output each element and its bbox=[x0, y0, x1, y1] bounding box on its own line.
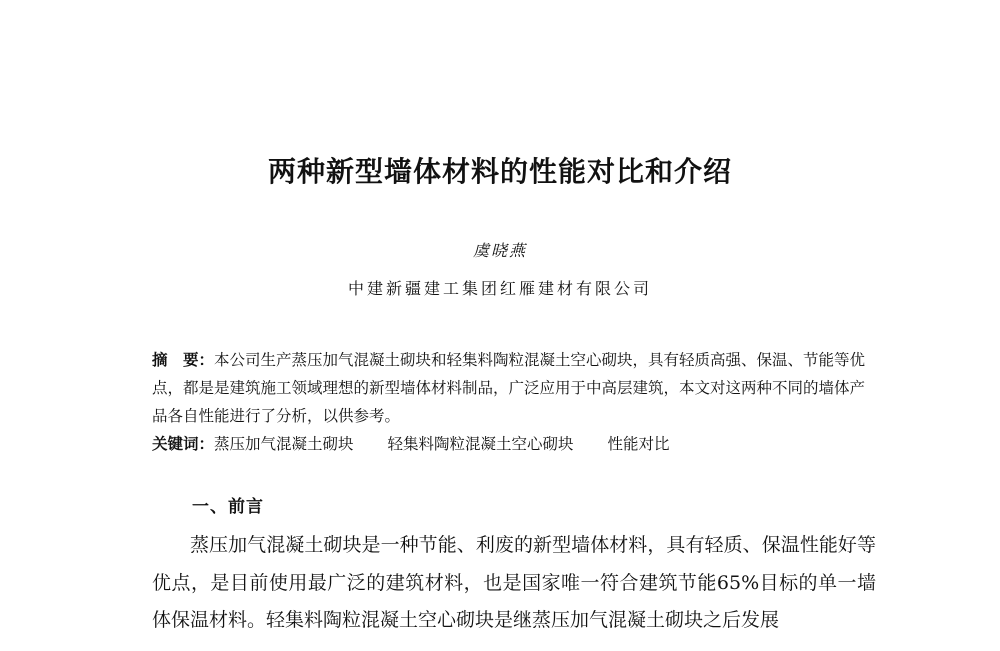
abstract-text: 本公司生产蒸压加气混凝土砌块和轻集料陶粒混凝土空心砌块，具有轻质高强、保温、节能等优点，都是是建筑施工领域理想的新型墙体材料制品，广泛应用于中高层建筑，本文对这两种不同的墙体产品各自性能进行了分析，以供参考。 bbox=[152, 351, 866, 425]
section-body-paragraph: 蒸压加气混凝土砌块是一种节能、利废的新型墙体材料，具有轻质、保温性能好等优点，是目前使用最广泛的建筑材料，也是国家唯一符合建筑节能65%目标的单一墙体保温材料。轻集料陶粒混凝土空心砌块是继蒸压加气混凝土砌块之后发展 bbox=[152, 534, 876, 631]
author-name: 虞晓燕 bbox=[472, 241, 527, 260]
abstract-label: 摘 要： bbox=[152, 351, 215, 369]
keywords-label: 关键词： bbox=[152, 435, 215, 453]
keyword: 性能对比 bbox=[607, 435, 670, 453]
author-affiliation: 中建新疆建工集团红雁建材有限公司 bbox=[347, 279, 652, 298]
paper-title: 两种新型墙体材料的性能对比和介绍 bbox=[267, 155, 732, 188]
keywords bbox=[152, 430, 876, 458]
keyword: 轻集料陶粒混凝土空心砌块 bbox=[387, 435, 574, 453]
section-heading: 一、前言 bbox=[192, 497, 264, 517]
abstract bbox=[152, 346, 876, 430]
keyword: 蒸压加气混凝土砌块 bbox=[214, 435, 354, 453]
